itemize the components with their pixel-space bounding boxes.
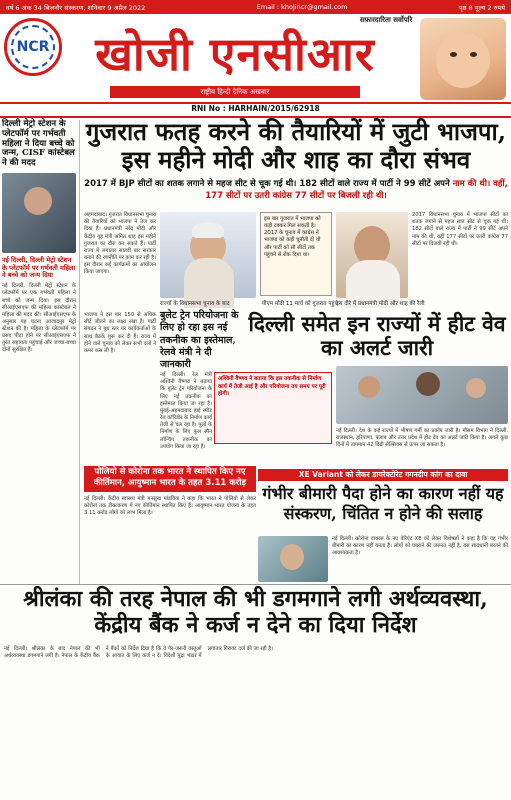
bullet-train-headline: बुलेट ट्रेन परियोजना के लिए हो रहा इस नई तकनीक का इस्तेमाल, रेलवे मंत्री ने दी जानकारी bbox=[160, 310, 239, 371]
caption-note: इस दौरे में प्रधानमंत्री मोदी और शाह की रैली bbox=[336, 301, 425, 307]
bullet-train-highlight: अश्विनी वैष्णव ने बताया कि इस तकनीक से निर्माण कार्य में तेजी आई है और परियोजना तय समय पर पूरी होगी। bbox=[214, 372, 332, 444]
srilanka-body: नई दिल्ली। श्रीलंका के बाद नेपाल की भी अर्थव्यवस्था डगमगाने लगी है। नेपाल के केंद्रीय बैंक ने बैंकों को निर्देश दिया है कि वे गैर-जरूरी वस्तुओं के आयात के लिए कर्ज न दें। विदेशी मुद्रा भंडार में लगातार गिरावट दर्ज की जा रही है। bbox=[4, 646, 273, 660]
xe-variant-photo bbox=[258, 536, 328, 582]
caption-shah: पीएम मोदी 11 मार्च को गुजरात पहुंचे bbox=[262, 301, 339, 307]
main-headline: गुजरात फतह करने की तैयारियों में जुटी भाजपा, इस महीने मोदी और शाह का दौरा संभव bbox=[85, 117, 507, 175]
main-story-col2: भाजपा ने इस बार 150 से अधिक सीटें जीतने का लक्ष्य रखा है। पार्टी संगठन ने बूथ स्तर पर कार्यकर्ताओं के साथ बैठकें शुरू कर दी हैं। राज्य में होने वाले चुनाव को लेकर सभी दलों ने कमर कस ली है। bbox=[84, 312, 156, 354]
left-column-story bbox=[2, 120, 80, 585]
main-story-col4: 2017 विधानसभा चुनाव में भाजपा सीटों का शतक लगाने से महज सात सीट से चूक गई थी। 182 सीटों वाले राज्य में पार्टी ने 99 सीटें अपने नाम की थी, वहीं 177 सीटों पर उतरी कांग्रेस 77 सीटों पर विजयी रही थी। bbox=[412, 212, 508, 247]
xe-variant-headline: गंभीर बीमारी पैदा होने का कारण नहीं यह संस्करण, चिंतित न होने की सलाह bbox=[262, 484, 504, 523]
main-subheadline bbox=[84, 179, 508, 207]
logo-text: NCR bbox=[16, 39, 50, 55]
vaccine-body: नई दिल्ली। केंद्रीय स्वास्थ्य मंत्री मनसुख मांडविया ने कहा कि भारत ने पोलियो से लेकर कोरोना तक टीकाकरण में नए कीर्तिमान स्थापित किए हैं। आयुष्मान भारत योजना के तहत 3.11 करोड़ लोगों को लाभ मिला है। bbox=[84, 496, 256, 517]
left-story-photo bbox=[2, 173, 76, 253]
edition-strip bbox=[0, 0, 511, 14]
ncr-logo-icon bbox=[4, 18, 62, 76]
email-info: Email : khojincr@gmail.com bbox=[256, 3, 348, 11]
masthead bbox=[0, 14, 511, 102]
left-story-sub: नई दिल्ली, दिल्ली मेट्रो स्टेशन के प्लेटफॉर्म पर गर्भवती महिला ने बच्चे को जन्म दिया bbox=[2, 255, 76, 280]
left-story-body: नई दिल्ली, दिल्ली मेट्रो स्टेशन के प्लेटफॉर्म पर एक गर्भवती महिला ने बच्चे को जन्म दिया। इस दौरान सीआईएसएफ की महिला कांस्टेबल ने महिला की मदद की। सीआईएसएफ के अनुसार यह घटना आजादपुर मेट्रो स्टेशन की है। महिला के प्लेटफॉर्म पर प्रसव पीड़ा होने पर सीआईएसएफ ने तुरंत सहायता पहुंचाई और जच्चा-बच्चा दोनों सुरक्षित हैं। bbox=[2, 283, 76, 354]
left-story-headline: दिल्ली मेट्रो स्टेशन के प्लेटफॉर्म पर गर्भवती महिला ने दिया बच्चे को जन्म, CISF कांस्टेबल ने की मदद bbox=[2, 119, 75, 169]
rni-number: RNI No : HARHAIN/2015/62918 bbox=[191, 104, 320, 113]
xe-variant-body: नई दिल्ली। कोरोना वायरस के नए वेरिएंट XE को लेकर विशेषज्ञों ने कहा है कि यह गंभीर बीमारी का कारण नहीं बनता है। लोगों को घबराने की जरूरत नहीं है, बस सावधानी बरतने की आवश्यकता है। bbox=[332, 536, 508, 557]
heat-wave-body: नई दिल्ली। देश के कई राज्यों में भीषण गर्मी का प्रकोप जारी है। मौसम विभाग ने दिल्ली, राजस्थान, हरियाणा, पंजाब और उत्तर प्रदेश में हीट वेव का अलर्ट जारी किया है। अगले कुछ दिनों में तापमान 42 डिग्री सेल्सियस से ऊपर जा सकता है। bbox=[336, 428, 508, 449]
srilanka-headline: श्रीलंका की तरह नेपाल की भी डगमगाने लगी अर्थव्यवस्था, केंद्रीय बैंक ने कर्ज न देने का दिया निर्देश bbox=[23, 586, 488, 639]
modi-photo bbox=[160, 212, 256, 298]
xe-variant-bar: XE Variant को लेकर डायरेक्टोरेट गगनदीप कांग का दावा bbox=[258, 469, 508, 481]
caption-modi: राज्यों के विधानसभा चुनाव के बाद bbox=[160, 301, 230, 307]
tagline: सफ़ारदारिता सर्वोपरि bbox=[360, 16, 413, 24]
main-story-col1: अहमदाबाद। गुजरात विधानसभा चुनाव की तैयारियों को भाजपा ने तेज कर दिया है। प्रधानमंत्री नरेंद्र मोदी और केंद्रीय गृह मंत्री अमित शाह इस महीने गुजरात का दौरा कर सकते हैं। पार्टी राज्य में लगातार सातवीं बार सरकार बनाने की रणनीति पर काम कर रही है। इस दौरान कई कार्यक्रमों का आयोजन किया जाएगा। bbox=[84, 212, 156, 276]
edition-info: वर्ष 6 अंक 34 बिजनौर संस्करण, शनिवार 9 अप्रैल 2022 bbox=[6, 3, 146, 12]
newspaper-subtitle: राष्ट्रीय हिन्दी दैनिक अखबार bbox=[110, 86, 360, 98]
main-story-note: इस बार गुजरात में भाजपा को कड़ी टक्कर मिल सकती है। 2017 के चुनाव में कांग्रेस ने भाजपा को कड़ी चुनौती दी थी और पार्टी को सौ सीटों तक पहुंचने से रोक दिया था। bbox=[260, 212, 332, 296]
shah-photo bbox=[336, 212, 408, 298]
page-info: पृष्ठ 8 मूल्य 2 रुपये bbox=[458, 3, 505, 12]
heat-wave-headline: दिल्ली समेत इन राज्यों में हीट वेव का अलर्ट जारी bbox=[248, 311, 506, 361]
main-sub-part1: 2017 में BJP सीटों का शतक लगाने से महज सीट से चूक गई थी। 182 सीटों वाले राज्य में पार्टी ने 99 सीटें अपने bbox=[84, 179, 450, 189]
baby-photo bbox=[420, 18, 506, 100]
heat-wave-photo bbox=[336, 366, 508, 424]
vaccine-headline: पोलियो से कोरोना तक भारत ने स्थापित किए नए कीर्तिमान, आयुष्मान भारत के तहत 3.11 करोड़ bbox=[84, 466, 256, 492]
bullet-train-body: नई दिल्ली। रेल मंत्री अश्विनी वैष्णव ने बताया कि बुलेट ट्रेन परियोजना के लिए नई तकनीक का इस्तेमाल किया जा रहा है। मुंबई-अहमदाबाद हाई स्पीड रेल कॉरिडोर के निर्माण कार्य तेजी से चल रहा है। पुलों के निर्माण के लिए फुल स्पैन लॉन्चिंग तकनीक का उपयोग किया जा रहा है। bbox=[160, 372, 213, 450]
newspaper-title: खोजी एनसीआर bbox=[95, 27, 375, 81]
main-sub-part2: नाम की थी। वहीं, 177 सीटों पर उतरी कांग्रेस 77 सीटों पर बिजली रही थी। bbox=[205, 179, 508, 201]
